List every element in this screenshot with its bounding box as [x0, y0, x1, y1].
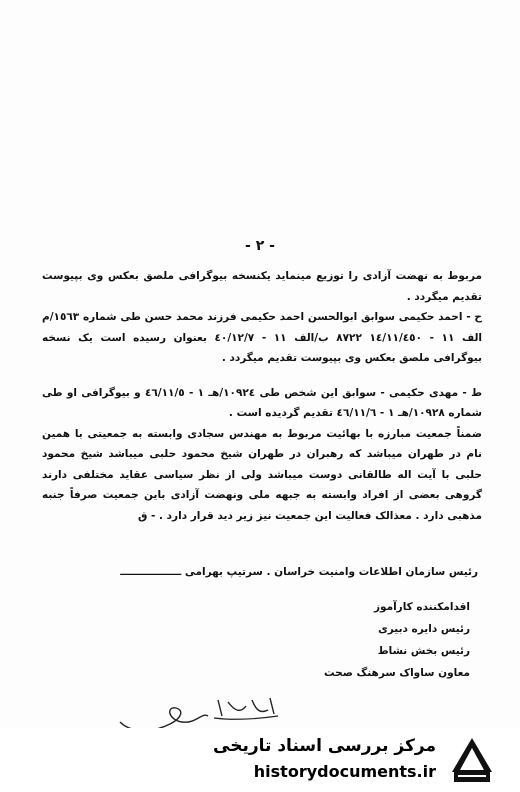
- archive-scroll-logo-icon: [444, 732, 500, 788]
- paragraph-hakimi-mahdi: ط - مهدی حکیمی - سوابق این شخص طی ١٠٩٢٤/هـ ١ - ٤٦/١١/٥ و بیوگرافی او طی شماره ١٠٩٢٨/هـ ١ - ٤٦/١١/٦ تقدیم گردیده است .: [42, 386, 482, 419]
- paragraph-hakimi-ahmad: ح - احمد حکیمی سوابق ابوالحسن احمد حکیمی فرزند محمد حسن طی شماره ١٥٦٣/م الف ١١ - ١٤/١١/٤٥٠ ٨٧٢٢ ب/الف ١١ - ٤٠/١٢/٧ بعنوان رسیده است یک نسخه بیوگرافی ملصق بعکس وی بپیوست تقدیم میگردد .: [42, 311, 483, 364]
- signatory-line: [38, 566, 478, 578]
- brand-title: مرکز بررسی اسناد تاریخی: [213, 736, 436, 756]
- watermark-footer: [0, 728, 520, 792]
- brand-url: historydocuments.ir: [253, 762, 436, 781]
- action-item: معاون ساواک سرهنگ صحت: [324, 667, 470, 679]
- action-list: [324, 596, 470, 684]
- action-item: اقدامکننده کارآموز: [373, 601, 470, 613]
- signatory-title: رئیس سازمان اطلاعات وامنیت خراسان . سرتیپ بهرامی: [184, 566, 478, 578]
- action-item: رئیس دایره دبیری: [378, 623, 470, 635]
- paragraph-intro: مربوط به نهضت آزادی را توزیع مینماید یکنسخه بیوگرافی ملصق بعکس وی بپیوست تقدیم میگردد .: [42, 270, 482, 303]
- document-body: [42, 266, 482, 526]
- page-number: - ٢ -: [245, 238, 275, 254]
- action-item: رئیس بخش نشاط: [377, 645, 470, 657]
- paragraph-bahaism-society: ضمناً جمعیت مبارزه با بهائیت مربوط به مهندس سجادی وابسته به جمعیتی با همین نام در طهران میباشد که رهبران در طهران شیخ محمود حلبی میباشد شیخ محمود حلبی با آیت اله طالقانی دوست میباشد ولی از نظر سیاسی عقاید مختلفی دارند گروهی بعضی از افراد وابسته به جبهه ملی ونهضت آزادی باین جمعیت صرفاً جنبه مذهبی دارد . معذالک فعالیت این جمعیت نیز زیر دید قرار دارد . - ق: [42, 427, 482, 522]
- signatory-dashes: ـــــــــــــــــ: [120, 566, 182, 578]
